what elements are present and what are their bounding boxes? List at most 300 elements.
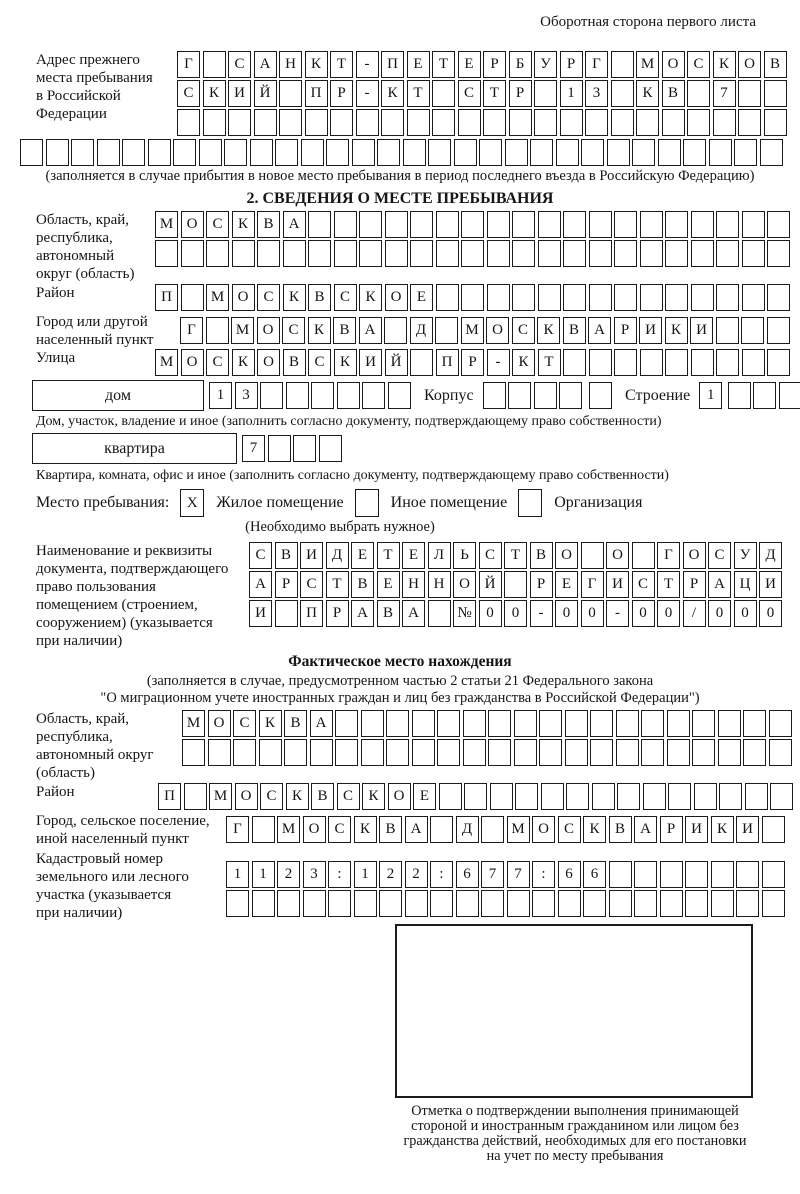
char-cell[interactable] [359,211,382,238]
district-row[interactable] [155,284,793,311]
char-cell[interactable]: О [232,284,255,311]
char-cell[interactable] [641,710,664,737]
char-cell[interactable] [685,861,708,888]
char-cell[interactable] [563,349,586,376]
char-cell[interactable]: Д [326,542,349,569]
char-cell[interactable]: Р [330,80,353,107]
char-cell[interactable]: М [461,317,484,344]
char-cell[interactable] [589,240,612,267]
char-cell[interactable]: Т [330,51,353,78]
char-cell[interactable]: И [228,80,251,107]
char-cell[interactable] [487,284,510,311]
char-cell[interactable] [767,317,790,344]
char-cell[interactable] [640,284,663,311]
char-cell[interactable] [354,890,377,917]
char-cell[interactable]: Е [458,51,481,78]
char-cell[interactable] [226,890,249,917]
fact-region-row-1[interactable] [182,710,794,737]
char-cell[interactable] [742,240,765,267]
char-cell[interactable]: М [231,317,254,344]
char-cell[interactable]: П [155,284,178,311]
korpus-extra-cell[interactable] [589,382,615,409]
char-cell[interactable]: К [512,349,535,376]
char-cell[interactable] [632,139,655,166]
char-cell[interactable] [224,139,247,166]
char-cell[interactable] [692,739,715,766]
region-row-2[interactable] [155,240,793,267]
char-cell[interactable] [665,240,688,267]
char-cell[interactable]: Т [538,349,561,376]
char-cell[interactable] [508,382,531,409]
char-cell[interactable]: 0 [555,600,578,627]
char-cell[interactable]: 0 [708,600,731,627]
char-cell[interactable] [592,783,615,810]
apartment-number-row[interactable] [242,435,344,462]
char-cell[interactable] [310,739,333,766]
char-cell[interactable] [563,240,586,267]
char-cell[interactable] [381,109,404,136]
char-cell[interactable] [514,739,537,766]
char-cell[interactable] [379,890,402,917]
char-cell[interactable] [667,710,690,737]
char-cell[interactable]: Р [275,571,298,598]
char-cell[interactable]: В [257,211,280,238]
char-cell[interactable]: И [606,571,629,598]
char-cell[interactable]: О [257,349,280,376]
char-cell[interactable]: К [636,80,659,107]
char-cell[interactable]: Е [407,51,430,78]
char-cell[interactable] [308,211,331,238]
char-cell[interactable] [428,139,451,166]
char-cell[interactable] [589,349,612,376]
char-cell[interactable]: К [305,51,328,78]
char-cell[interactable] [636,109,659,136]
char-cell[interactable] [504,571,527,598]
char-cell[interactable] [558,890,581,917]
char-cell[interactable] [279,80,302,107]
char-cell[interactable] [691,349,714,376]
char-cell[interactable]: 7 [507,861,530,888]
char-cell[interactable]: К [308,317,331,344]
char-cell[interactable] [514,710,537,737]
char-cell[interactable] [388,382,411,409]
char-cell[interactable]: 3 [585,80,608,107]
char-cell[interactable] [461,211,484,238]
char-cell[interactable] [487,211,510,238]
char-cell[interactable]: Р [483,51,506,78]
char-cell[interactable]: Й [479,571,502,598]
char-cell[interactable] [565,710,588,737]
char-cell[interactable]: П [300,600,323,627]
char-cell[interactable] [589,382,612,409]
street-row[interactable] [155,349,793,376]
char-cell[interactable] [565,739,588,766]
char-cell[interactable] [232,240,255,267]
char-cell[interactable] [762,890,785,917]
checkbox-other-premises[interactable] [355,489,379,517]
char-cell[interactable] [203,51,226,78]
char-cell[interactable] [691,211,714,238]
char-cell[interactable] [479,139,502,166]
char-cell[interactable]: 3 [303,861,326,888]
char-cell[interactable]: Т [504,542,527,569]
char-cell[interactable]: К [713,51,736,78]
char-cell[interactable] [488,710,511,737]
char-cell[interactable] [609,861,632,888]
char-cell[interactable] [767,240,790,267]
char-cell[interactable]: Й [254,80,277,107]
char-cell[interactable] [559,382,582,409]
char-cell[interactable] [534,109,557,136]
char-cell[interactable]: А [634,816,657,843]
char-cell[interactable] [611,51,634,78]
stroenie-row[interactable] [699,382,725,409]
document-row-3[interactable] [249,600,785,627]
char-cell[interactable] [738,80,761,107]
city-row[interactable] [180,313,792,344]
char-cell[interactable]: С [708,542,731,569]
char-cell[interactable]: - [487,349,510,376]
char-cell[interactable]: В [283,349,306,376]
char-cell[interactable]: 1 [699,382,722,409]
char-cell[interactable] [709,139,732,166]
char-cell[interactable]: 0 [632,600,655,627]
char-cell[interactable] [328,890,351,917]
char-cell[interactable]: М [277,816,300,843]
char-cell[interactable] [361,710,384,737]
char-cell[interactable]: 2 [405,861,428,888]
char-cell[interactable] [275,600,298,627]
char-cell[interactable] [488,739,511,766]
char-cell[interactable] [456,890,479,917]
char-cell[interactable] [590,710,613,737]
char-cell[interactable] [718,710,741,737]
char-cell[interactable] [640,240,663,267]
char-cell[interactable] [611,80,634,107]
char-cell[interactable]: И [690,317,713,344]
char-cell[interactable]: К [354,816,377,843]
char-cell[interactable] [764,80,787,107]
char-cell[interactable]: О [257,317,280,344]
char-cell[interactable]: О [235,783,258,810]
char-cell[interactable] [736,890,759,917]
char-cell[interactable] [581,542,604,569]
char-cell[interactable] [538,240,561,267]
char-cell[interactable] [250,139,273,166]
char-cell[interactable]: А [402,600,425,627]
char-cell[interactable] [632,542,655,569]
char-cell[interactable] [767,284,790,311]
stroenie-extra-cells[interactable] [728,382,800,409]
house-type-box[interactable]: дом [32,380,204,411]
char-cell[interactable]: - [356,80,379,107]
char-cell[interactable] [208,739,231,766]
char-cell[interactable]: В [662,80,685,107]
stamp-box[interactable] [395,924,753,1098]
char-cell[interactable]: К [381,80,404,107]
char-cell[interactable]: - [606,600,629,627]
char-cell[interactable] [762,861,785,888]
char-cell[interactable] [432,80,455,107]
char-cell[interactable]: Н [402,571,425,598]
char-cell[interactable]: В [275,542,298,569]
char-cell[interactable] [463,739,486,766]
char-cell[interactable] [184,783,207,810]
char-cell[interactable]: И [249,600,272,627]
char-cell[interactable] [762,816,785,843]
char-cell[interactable]: В [351,571,374,598]
char-cell[interactable] [203,109,226,136]
char-cell[interactable] [385,211,408,238]
char-cell[interactable]: 0 [734,600,757,627]
char-cell[interactable]: 1 [252,861,275,888]
char-cell[interactable] [541,783,564,810]
char-cell[interactable]: А [405,816,428,843]
char-cell[interactable]: Т [377,542,400,569]
char-cell[interactable] [611,109,634,136]
char-cell[interactable] [532,890,555,917]
char-cell[interactable]: С [233,710,256,737]
char-cell[interactable]: С [177,80,200,107]
char-cell[interactable] [268,435,291,462]
char-cell[interactable]: 3 [235,382,258,409]
char-cell[interactable] [742,349,765,376]
char-cell[interactable]: О [486,317,509,344]
char-cell[interactable] [177,109,200,136]
char-cell[interactable]: Р [560,51,583,78]
char-cell[interactable]: 7 [481,861,504,888]
char-cell[interactable] [692,710,715,737]
char-cell[interactable] [764,109,787,136]
char-cell[interactable]: 0 [759,600,782,627]
char-cell[interactable]: С [337,783,360,810]
char-cell[interactable] [585,109,608,136]
char-cell[interactable]: О [683,542,706,569]
char-cell[interactable]: Л [428,542,451,569]
char-cell[interactable]: М [206,284,229,311]
char-cell[interactable] [410,349,433,376]
char-cell[interactable]: О [181,211,204,238]
char-cell[interactable]: С [512,317,535,344]
char-cell[interactable] [437,710,460,737]
char-cell[interactable]: В [311,783,334,810]
char-cell[interactable] [361,739,384,766]
char-cell[interactable] [305,109,328,136]
cadastral-row-1[interactable] [226,861,787,888]
char-cell[interactable]: М [507,816,530,843]
char-cell[interactable] [20,139,43,166]
char-cell[interactable]: С [479,542,502,569]
char-cell[interactable] [437,739,460,766]
char-cell[interactable]: № [453,600,476,627]
char-cell[interactable] [428,600,451,627]
char-cell[interactable] [614,211,637,238]
char-cell[interactable] [259,739,282,766]
char-cell[interactable] [534,80,557,107]
char-cell[interactable]: О [453,571,476,598]
char-cell[interactable] [277,890,300,917]
char-cell[interactable]: Р [326,600,349,627]
char-cell[interactable]: У [734,542,757,569]
char-cell[interactable]: Д [456,816,479,843]
char-cell[interactable] [293,435,316,462]
char-cell[interactable]: Т [326,571,349,598]
char-cell[interactable]: В [764,51,787,78]
char-cell[interactable]: С [228,51,251,78]
char-cell[interactable] [760,139,783,166]
char-cell[interactable]: М [209,783,232,810]
char-cell[interactable]: И [300,542,323,569]
char-cell[interactable] [530,139,553,166]
char-cell[interactable] [303,890,326,917]
char-cell[interactable] [410,211,433,238]
char-cell[interactable] [436,284,459,311]
char-cell[interactable] [614,349,637,376]
char-cell[interactable] [173,139,196,166]
char-cell[interactable] [770,783,793,810]
char-cell[interactable]: К [537,317,560,344]
document-row-2[interactable] [249,571,785,598]
char-cell[interactable] [556,139,579,166]
prev-address-row-4[interactable] [20,139,800,166]
char-cell[interactable]: Е [351,542,374,569]
char-cell[interactable] [745,783,768,810]
char-cell[interactable] [512,211,535,238]
char-cell[interactable] [736,861,759,888]
char-cell[interactable]: Г [657,542,680,569]
char-cell[interactable] [284,739,307,766]
char-cell[interactable]: О [662,51,685,78]
char-cell[interactable] [687,109,710,136]
char-cell[interactable]: В [609,816,632,843]
char-cell[interactable]: И [359,349,382,376]
char-cell[interactable]: Т [483,80,506,107]
char-cell[interactable] [458,109,481,136]
char-cell[interactable] [512,284,535,311]
char-cell[interactable]: : [328,861,351,888]
char-cell[interactable] [563,284,586,311]
char-cell[interactable] [199,139,222,166]
char-cell[interactable] [741,317,764,344]
char-cell[interactable]: А [310,710,333,737]
char-cell[interactable]: В [379,816,402,843]
char-cell[interactable]: Е [413,783,436,810]
char-cell[interactable] [617,783,640,810]
char-cell[interactable] [335,710,358,737]
char-cell[interactable]: О [181,349,204,376]
char-cell[interactable]: К [665,317,688,344]
char-cell[interactable]: 0 [657,600,680,627]
char-cell[interactable]: О [555,542,578,569]
char-cell[interactable]: И [759,571,782,598]
char-cell[interactable]: О [606,542,629,569]
char-cell[interactable]: Г [180,317,203,344]
char-cell[interactable] [412,739,435,766]
char-cell[interactable] [734,139,757,166]
char-cell[interactable] [148,139,171,166]
char-cell[interactable] [716,211,739,238]
char-cell[interactable]: С [458,80,481,107]
char-cell[interactable]: 6 [558,861,581,888]
char-cell[interactable] [716,317,739,344]
prev-address-row-1[interactable] [177,51,789,78]
char-cell[interactable]: М [636,51,659,78]
char-cell[interactable] [359,240,382,267]
char-cell[interactable] [439,783,462,810]
char-cell[interactable] [643,783,666,810]
char-cell[interactable] [665,349,688,376]
char-cell[interactable]: А [359,317,382,344]
char-cell[interactable]: И [736,816,759,843]
house-number-row[interactable] [209,382,413,409]
char-cell[interactable] [233,739,256,766]
checkbox-residential[interactable]: X [180,489,204,517]
char-cell[interactable]: С [558,816,581,843]
char-cell[interactable] [589,211,612,238]
korpus-row[interactable] [483,382,585,409]
char-cell[interactable]: А [254,51,277,78]
char-cell[interactable] [589,284,612,311]
char-cell[interactable] [539,710,562,737]
char-cell[interactable] [337,382,360,409]
char-cell[interactable]: К [334,349,357,376]
char-cell[interactable]: О [385,284,408,311]
char-cell[interactable]: К [711,816,734,843]
char-cell[interactable] [407,109,430,136]
char-cell[interactable]: К [283,284,306,311]
char-cell[interactable] [352,139,375,166]
char-cell[interactable]: О [388,783,411,810]
char-cell[interactable] [279,109,302,136]
prev-address-row-3[interactable] [177,109,789,136]
char-cell[interactable]: 0 [504,600,527,627]
char-cell[interactable] [742,284,765,311]
char-cell[interactable]: К [232,211,255,238]
char-cell[interactable] [685,890,708,917]
char-cell[interactable]: 0 [581,600,604,627]
char-cell[interactable] [487,240,510,267]
char-cell[interactable]: Ц [734,571,757,598]
char-cell[interactable]: Н [279,51,302,78]
char-cell[interactable] [461,284,484,311]
char-cell[interactable] [463,710,486,737]
char-cell[interactable] [181,240,204,267]
char-cell[interactable] [252,890,275,917]
checkbox-organization[interactable] [518,489,542,517]
char-cell[interactable]: Г [177,51,200,78]
char-cell[interactable]: - [356,51,379,78]
char-cell[interactable]: О [303,816,326,843]
char-cell[interactable]: Т [432,51,455,78]
char-cell[interactable] [326,139,349,166]
char-cell[interactable]: С [282,317,305,344]
char-cell[interactable] [155,240,178,267]
char-cell[interactable]: Г [585,51,608,78]
char-cell[interactable]: В [284,710,307,737]
char-cell[interactable] [616,739,639,766]
char-cell[interactable]: С [632,571,655,598]
char-cell[interactable] [658,139,681,166]
char-cell[interactable] [377,139,400,166]
char-cell[interactable]: В [308,284,331,311]
char-cell[interactable]: 1 [354,861,377,888]
char-cell[interactable] [206,240,229,267]
char-cell[interactable]: Р [461,349,484,376]
region-row-1[interactable] [155,211,793,238]
char-cell[interactable]: А [249,571,272,598]
char-cell[interactable] [384,317,407,344]
char-cell[interactable]: Ь [453,542,476,569]
